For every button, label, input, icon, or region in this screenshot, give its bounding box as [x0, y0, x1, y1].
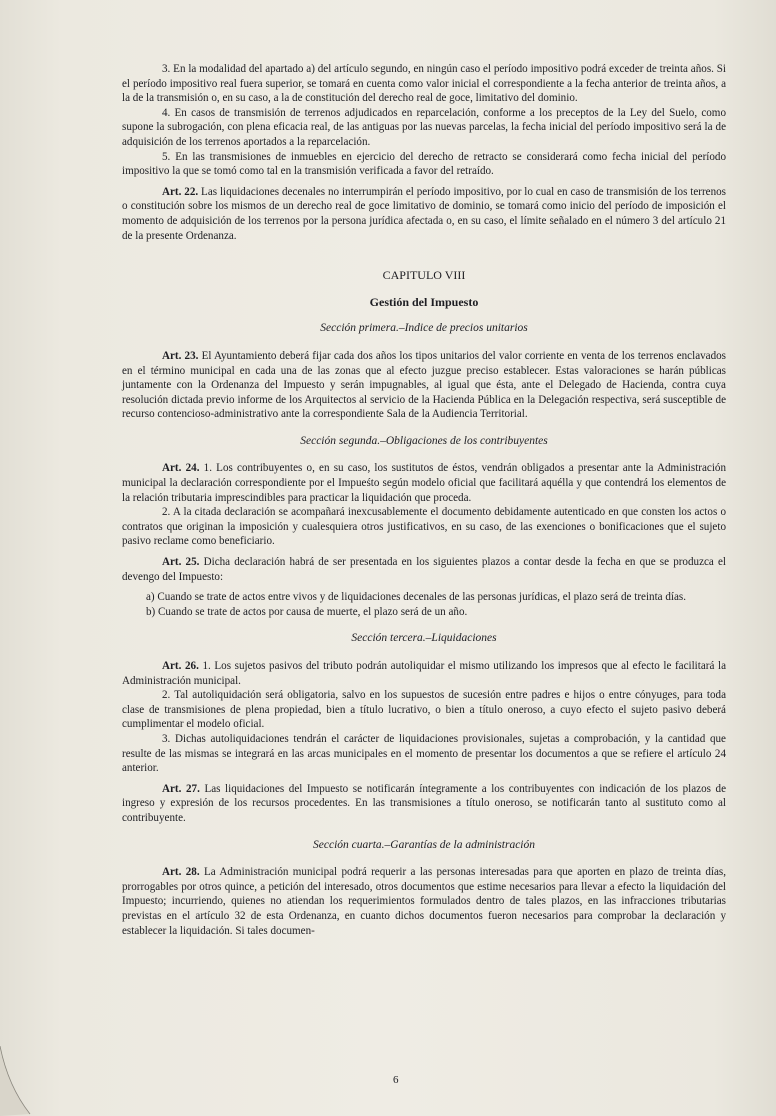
- article-text: 1. Los sujetos pasivos del tributo podrán autoliquidar el mismo utilizando los impresos que al efecto le facilitará la Administración municipal.: [122, 660, 726, 687]
- article-24-p1: [122, 461, 726, 505]
- article-label: Art. 26.: [162, 660, 199, 672]
- section-heading-2: Sección segunda.–Obligaciones de los contribuyentes: [300, 434, 548, 447]
- article-23: [122, 349, 726, 422]
- article-26-p1: [122, 659, 726, 688]
- document-body: [122, 62, 726, 938]
- article-text: Dicha declaración habrá de ser presentada en los siguientes plazos a contar desde la fecha en que se produzca el devengo del Impuesto:: [122, 556, 727, 583]
- chapter-title: Gestión del Impuesto: [369, 294, 479, 309]
- article-label: Art. 27.: [162, 782, 200, 795]
- article-26-p3: 3. Dichas autoliquidaciones tendrán el carácter de liquidaciones provisionales, sujetas a comprobación, y la cantidad que resulte de las mismas se integrará en las arcas municipales en el momento de presentar los documentos a que se refiere el artículo 24 anterior.: [122, 732, 726, 775]
- article-28: [122, 865, 726, 938]
- section-heading-3: Sección tercera.–Liquidaciones: [351, 632, 497, 645]
- article-text: La Administración municipal podrá requerir a las personas interesadas para que aporten en plazo de treinta días, prorrogables por otros quince, a petición del interesado, otros documentos que estime necesarios para llevar a efecto la liquidación del Impuesto; incurriendo, quienes no atiendan los requerimientos formulados dentro de tales plazos, en las infracciones tributarias previstas en el artículo 32 de esta Ordenanza, en cuanto dichos documentos fueron necesarios para comprobar la declaración y establecer la liquidación. Si tales documen-: [122, 866, 727, 937]
- article-label: Art. 28.: [162, 866, 200, 879]
- article-22: [122, 185, 726, 243]
- paragraph-art21-3: 3. En la modalidad del apartado a) del artículo segundo, en ningún caso el período impositivo podrá exceder de treinta años. Si el período impositivo real fuera superior, se tomará en cuenta como valor inicial el correspondiente a la fecha anterior de treinta años, a la de la transmisión o, en su caso, a la de constitución del derecho real de goce, limitativo del dominio.: [122, 63, 726, 105]
- section-heading-1: Sección primera.–Indice de precios unitarios: [320, 322, 528, 335]
- page-number: 6: [393, 1074, 399, 1086]
- article-label: Art. 22.: [162, 185, 199, 198]
- page-curl-decoration: [0, 1046, 40, 1116]
- article-25-item-a: a) Cuando se trate de actos entre vivos y de liquidaciones decenales de las personas jurídicas, el plazo será de treinta días.: [146, 591, 687, 604]
- article-text: Las liquidaciones del Impuesto se notificarán íntegramente a los contribuyentes con indicación de los plazos de ingreso y expresión de los recursos procedentes. En las transmisiones a título oneroso, se notificarán tanto al sustituto como al contribuyente.: [122, 782, 726, 824]
- paragraph-art21-4: 4. En casos de transmisión de terrenos adjudicados en reparcelación, conforme a los preceptos de la Ley del Suelo, como supone la subrogación, con plena eficacia real, de las antiguas por las nuevas parcelas, la fecha inicial del período impositivo será la de adquisición de los terrenos aportados a la reparcelación.: [122, 106, 726, 148]
- article-text: Las liquidaciones decenales no interrumpirán el período impositivo, por lo cual en caso de transmisión de los terrenos o constitución sobre los mismos de un derecho real de goce limitativo de dominio, se tomará como inicio del período de imposición el momento de adquisición de los terrenos por la persona jurídica afectada o, en su caso, el límite señalado en el número 3 del artículo 21 de la presente Ordenanza.: [122, 185, 726, 242]
- article-label: Art. 25.: [162, 556, 200, 569]
- chapter-heading: CAPITULO VIII: [382, 268, 466, 283]
- section-heading-4: Sección cuarta.–Garantías de la administración: [313, 838, 535, 851]
- article-27: [122, 782, 726, 826]
- article-label: Art. 23.: [162, 349, 199, 362]
- article-24-p2: 2. A la citada declaración se acompañará inexcusablemente el documento debidamente autenticado en que consten los actos o contratos que originan la imposición y cualesquiera otros justificativos, en su caso, de las exenciones o bonificaciones que el sujeto pasivo reclame como beneficiario.: [122, 506, 726, 548]
- article-text: El Ayuntamiento deberá fijar cada dos años los tipos unitarios del valor corriente en venta de los terrenos enclavados en el término municipal en cada una de las zonas que al efecto juzgue preciso establecer. Estas valoraciones se harán públicas juntamente con la Ordenanza del Impuesto y serán impugnables, al igual que ésta, ante el Delegado de Hacienda, contra cuya resolución dictada previo informe de los Arquitectos al servicio de la Hacienda Pública en la Delegación respectiva, será susceptible de recurso contencioso-administrativo ante la correspondiente Sala de la Audiencia Territorial.: [122, 349, 726, 421]
- article-label: Art. 24.: [162, 462, 200, 475]
- paragraph-art21-5: 5. En las transmisiones de inmuebles en ejercicio del derecho de retracto se considerará como fecha inicial del período impositivo la que se tomó como tal en la transmisión verificada a favor del retraído.: [122, 150, 726, 178]
- article-26-p2: 2. Tal autoliquidación será obligatoria, salvo en los supuestos de sucesión entre padres e hijos o entre cónyuges, para toda clase de transmisiones de plena propiedad, bien a título lucrativo, o bien a título oneroso, a cuyo efecto el sujeto pasivo deberá cumplimentar el modelo oficial.: [122, 689, 726, 731]
- article-25-item-b: b) Cuando se trate de actos por causa de muerte, el plazo será de un año.: [146, 605, 468, 618]
- article-text: 1. Los contribuyentes o, en su caso, los sustitutos de éstos, vendrán obligados a presentar ante la Administración municipal la declaración correspondiente por el Impueśto según modelo oficial que facilitará aquélla y que contendrá los elementos de la relación tributaria imprescindibles para practicar la liquidación que proceda.: [122, 462, 726, 504]
- article-25: [122, 555, 726, 584]
